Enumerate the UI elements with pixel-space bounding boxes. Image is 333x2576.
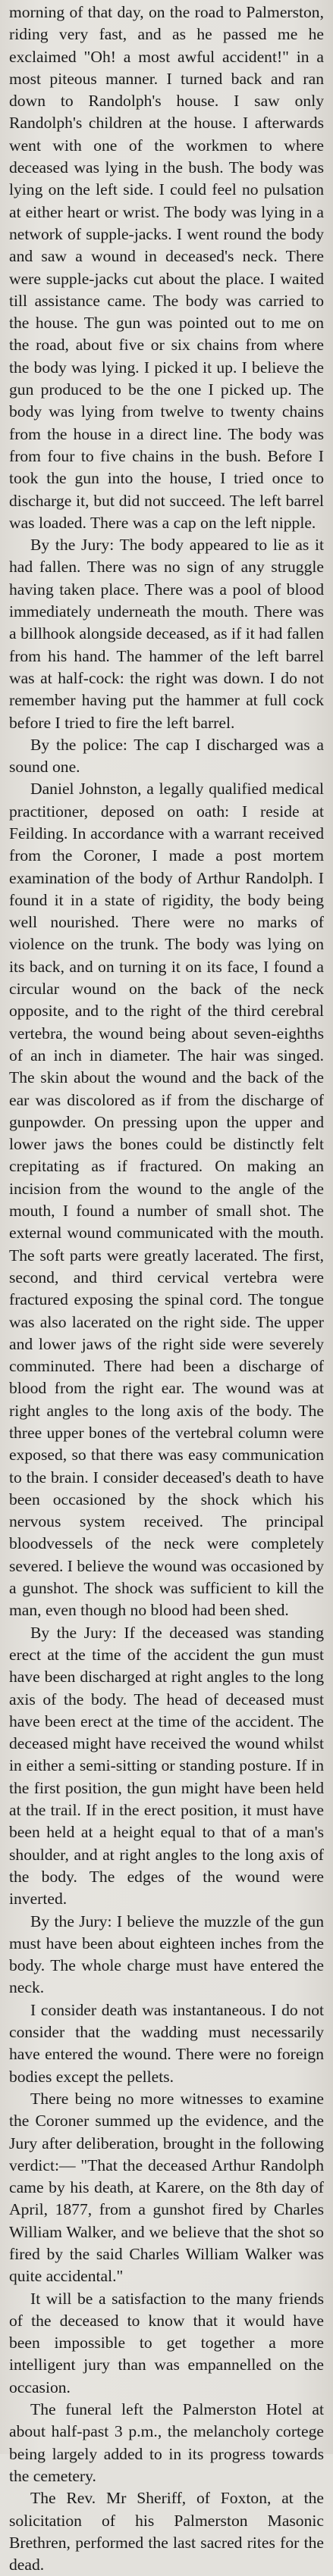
paragraph-jury-question-posture: By the Jury: If the deceased was standing erect at the time of the accident the gun must have been discharged at right angles to the long axis of the body. The head of deceased must have been erect at the time of the accident. The deceased might have received the wound whilst in either a semi-sitting or standing posture. If in the first position, the gun might have been held at the trail. If in the erect position, it must have been held at a height equal to that of a man's shoulder, and at right angles to the long axis of the body. The edges of the wound were inverted. [9,1623,324,1909]
paragraph-witness-testimony: morning of that day, on the road to Palmerston, riding very fast, and as he passed me he exclaimed "Oh! a most awful accident!" in a most piteous manner. I turned back and ran down to Randolph's house. I saw only Randolph's children at the house. I afterwards went with one of the workmen to where deceased was lying in the bush. The body was lying on the left side. I could feel no pulsation at either heart or wrist. The body was lying in a network of supple-jacks. I went round the body and saw a wound in deceased's neck. There were supple-jacks cut about the place. I waited till assistance came. The body was carried to the house. The gun was pointed out to me on the road, about five or six chains from where the body was lying. I picked it up. I believe the gun produced to be the one I picked up. The body was lying from twelve to twenty chains from the house in a direct line. The body was from four to five chains in the bush. Before I took the gun into the house, I tried once to discharge it, but did not succeed. The left barrel was loaded. There was a cap on the left nipple. [9,3,324,532]
paragraph-jury-remark: It will be a satisfaction to the many friends of the deceased to know that it would have been impossible to get together a more intelligent jury than was empannelled on the occasion. [9,2289,324,2396]
paragraph-instantaneous-death: I consider death was instantaneous. I do not consider that the wadding must necessarily have entered the wound. There were no foreign bodies except the pellets. [9,2000,324,2086]
paragraph-verdict: There being no more witnesses to examine the Coroner summed up the evidence, and the Jury after deliberation, brought in the following verdict:— "That the deceased Arthur Randolph came by his death, at Karere, on the 8th day of April, 1877, from a gunshot fired by Charles William Walker, and we believe that the shot so fired by the said Charles William Walker was quite accidental." [9,2089,324,2286]
paragraph-funeral: The funeral left the Palmerston Hotel at about half-past 3 p.m., the melancholy cortege being largely added to in its progress towards the cemetery. [9,2400,324,2485]
paragraph-medical-deposition: Daniel Johnston, a legally qualified medical practitioner, deposed on oath: I reside at Feilding. In accordance with a warrant received from the Coroner, I made a post mortem examination of the body of Arthur Randolph. I found it in a state of rigidity, the body being well nourished. There were no marks of violence on the trunk. The body was lying on its back, and on turning it on its face, I found a circular wound on the back of the neck opposite, and to the right of the third cerebral vertebra, the wound being about seven-eighths of an inch in diameter. The hair was singed. The skin about the wound and the back of the ear was discolored as if from the discharge of gunpowder. On pressing upon the upper and lower jaws the bones could be distinctly felt crepitating as if fractured. On making an incision from the wound to the angle of the mouth, I found a number of small shot. The external wound communicated with the mouth. The soft parts were greatly lacerated. The first, second, and third cervical vertebra were fractured exposing the spinal cord. The tongue was also lacerated on the right side. The upper and lower jaws of the right side were severely comminuted. There had been a discharge of blood from the right ear. The wound was at right angles to the long axis of the body. The three upper bones of the vertebral column were exposed, so that there was easy communication to the brain. I consider deceased's death to have been occasioned by the shock which his nervous system received. The principal bloodvessels of the neck were completely severed. I believe the wound was occasioned by a gunshot. The shock was sufficient to kill the man, even though no blood had been shed. [9,780,324,1620]
paragraph-last-rites: The Rev. Mr Sheriff, of Foxton, at the solicitation of his Palmerston Masonic Brethren, performed the last sacred rites for the dead. [9,2489,324,2574]
paragraph-jury-question-muzzle: By the Jury: I believe the muzzle of the gun must have been about eighteen inches from the body. The whole charge must have entered the neck. [9,1912,324,1997]
paragraph-police-question: By the police: The cap I discharged was a sound one. [9,735,324,777]
paragraph-jury-question-body: By the Jury: The body appeared to lie as it had fallen. There was no sign of any struggle having taken place. There was a pool of blood immediately underneath the mouth. There was a billhook alongside deceased, as if it had fallen from his hand. The hammer of the left barrel was at half-cock: the right was down. I do not remember having put the hammer at full cock before I tried to fire the left barrel. [9,536,324,732]
